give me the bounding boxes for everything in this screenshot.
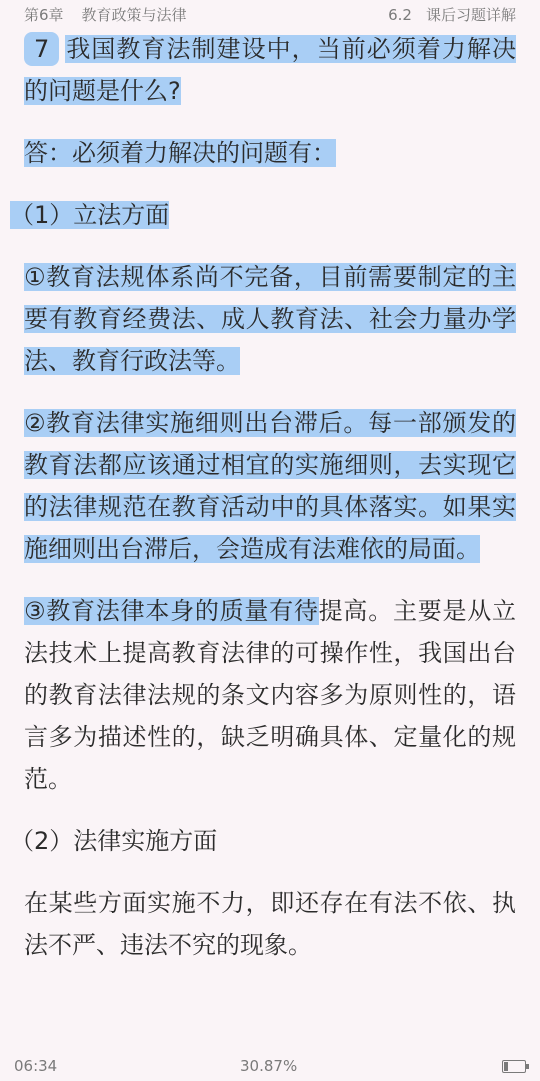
status-footer bbox=[0, 1051, 540, 1081]
part1-item3-rest[interactable]: 提高。主要是从立法技术上提高教育法律的可操作性，我国出台的教育法律法规的条文内容多为原则性的，语言多为描述性的，缺乏明确具体、定量化的规范。 bbox=[24, 597, 517, 793]
reader-content[interactable] bbox=[10, 28, 517, 986]
part2-heading[interactable] bbox=[10, 820, 516, 862]
part1-item2[interactable] bbox=[24, 402, 516, 570]
part2-heading-text[interactable]: （2）法律实施方面 bbox=[10, 827, 218, 855]
part1-heading-text[interactable]: （1）立法方面 bbox=[10, 201, 170, 229]
part1-item3[interactable] bbox=[24, 590, 516, 800]
answer-intro-text[interactable]: 答：必须着力解决的问题有： bbox=[24, 139, 336, 167]
battery-level bbox=[504, 1062, 508, 1071]
reading-progress: 30.87% bbox=[240, 1057, 298, 1075]
part1-item1[interactable] bbox=[24, 256, 516, 382]
section-number: 6.2 bbox=[388, 6, 412, 24]
part2-body[interactable]: 在某些方面实施不力，即还存在有法不依、执法不严、违法不究的现象。 bbox=[24, 889, 516, 959]
section-title: 课后习题详解 bbox=[425, 6, 516, 24]
part1-item1-text[interactable]: ①教育法规体系尚不完备，目前需要制定的主要有教育经费法、成人教育法、社会力量办学法、教育行政法等。 bbox=[24, 263, 516, 375]
question-paragraph[interactable] bbox=[24, 28, 516, 112]
header-section bbox=[388, 4, 516, 25]
clock-time: 06:34 bbox=[14, 1057, 58, 1075]
answer-intro[interactable] bbox=[24, 132, 516, 174]
part1-heading[interactable] bbox=[10, 194, 516, 236]
chapter-title: 教育政策与法律 bbox=[81, 6, 187, 24]
question-text[interactable]: 我国教育法制建设中，当前必须着力解决的问题是什么? bbox=[24, 35, 516, 105]
part1-item3-highlighted[interactable]: ③教育法律本身的质量有待 bbox=[24, 597, 319, 625]
chapter-number: 第6章 bbox=[24, 6, 64, 24]
part2-text[interactable] bbox=[24, 882, 516, 966]
part1-item2-text[interactable]: ②教育法律实施细则出台滞后。每一部颁发的教育法都应该通过相宜的实施细则，去实现它的法律规范在教育活动中的具体落实。如果实施细则出台滞后，会造成有法难依的局面。 bbox=[24, 409, 516, 563]
question-number: 7 bbox=[24, 32, 59, 66]
battery-icon bbox=[502, 1060, 526, 1073]
page-header bbox=[0, 0, 540, 28]
header-chapter bbox=[24, 4, 187, 25]
